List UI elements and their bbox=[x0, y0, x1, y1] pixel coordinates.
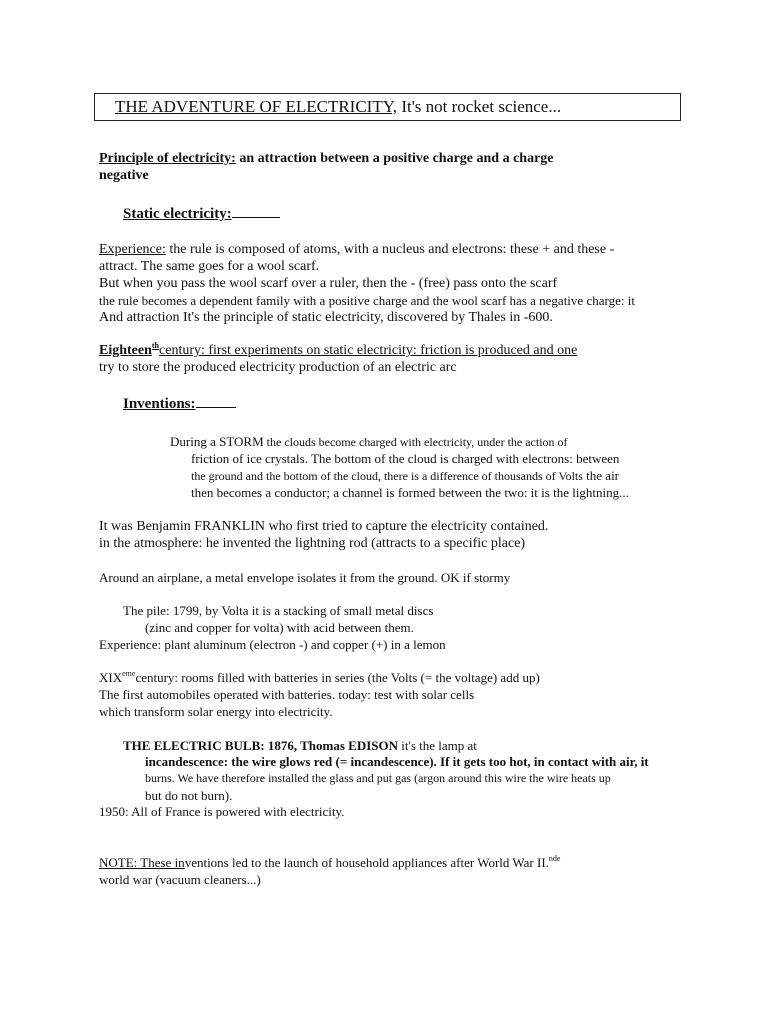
heading-underline bbox=[232, 205, 280, 218]
bulb-line-1: THE ELECTRIC BULB: 1876, Thomas EDISON it's the lamp at bbox=[123, 738, 477, 753]
inventions-heading: Inventions: bbox=[123, 395, 236, 413]
franklin-line-1: It was Benjamin FRANKLIN who first tried to capture the electricity contained. bbox=[99, 519, 549, 534]
title-box bbox=[94, 93, 681, 121]
xix-line-1: XIXemecentury: rooms filled with batteries in series (the Volts (= the voltage) add up) bbox=[99, 669, 540, 685]
title-rest: It's not rocket science... bbox=[397, 97, 562, 116]
franklin-line-2: in the atmosphere: he invented the lightning rod (attracts to a specific place) bbox=[99, 536, 526, 551]
experience-line-5: And attraction It's the principle of static electricity, discovered by Thales in -600. bbox=[99, 310, 553, 325]
principle-line-1: Principle of electricity: an attraction between a positive charge and a charge bbox=[99, 151, 554, 166]
eighteenth-line-1: Eighteen$^{th}$century: first experiments on static electricity: friction is produced and one bbox=[99, 341, 578, 358]
storm-line-1: During a STORM the clouds become charged with electricity, under the action of bbox=[170, 434, 568, 449]
principle-label: Principle of electricity: bbox=[99, 151, 236, 166]
bulb-line-4: but do not burn). bbox=[145, 788, 233, 803]
xix-line-3: which transform solar energy into electricity. bbox=[99, 704, 333, 719]
experience-line-2: attract. The same goes for a wool scarf. bbox=[99, 259, 320, 274]
note-line-2: world war (vacuum cleaners...) bbox=[99, 872, 261, 887]
document-title bbox=[115, 97, 561, 117]
note-line-1: NOTE: These inventions led to the launch of household appliances after World War II.$^{nde}$ bbox=[99, 854, 561, 870]
eighteenth-line-2: try to store the produced electricity production of an electric arc bbox=[99, 360, 457, 375]
experience-line-3: But when you pass the wool scarf over a ruler, then the - (free) pass onto the scarf bbox=[99, 276, 558, 291]
airplane-line: Around an airplane, a metal envelope isolates it from the ground. OK if stormy bbox=[99, 570, 511, 585]
storm-line-3: the ground and the bottom of the cloud, there is a difference of thousands of Volts the air bbox=[191, 468, 620, 483]
xix-line-2: The first automobiles operated with batteries. today: test with solar cells bbox=[99, 687, 475, 702]
static-heading: Static electricity: bbox=[123, 205, 280, 223]
experience-label: Experience: bbox=[99, 242, 166, 257]
note-label: NOTE: These in bbox=[99, 855, 185, 870]
bulb-line-3: burns. We have therefore installed the glass and put gas (argon around this wire the wire heats up bbox=[145, 771, 611, 785]
pile-line-1: The pile: 1799, by Volta it is a stacking of small metal discs bbox=[123, 603, 434, 618]
pile-line-2: (zinc and copper for volta) with acid between them. bbox=[145, 620, 414, 635]
experience-line-4: the rule becomes a dependent family with a positive charge and the wool scarf has a negative charge: it bbox=[99, 293, 635, 308]
pile-line-3: Experience: plant aluminum (electron -) and copper (+) in a lemon bbox=[99, 637, 446, 652]
principle-line-2: negative bbox=[99, 168, 149, 183]
bulb-line-2: incandescence: the wire glows red (= incandescence). If it gets too hot, in contact with air, it bbox=[145, 754, 649, 769]
experience-line-1: Experience: the rule is composed of atoms, with a nucleus and electrons: these + and these - bbox=[99, 242, 615, 257]
france-line: 1950: All of France is powered with electricity. bbox=[99, 804, 345, 819]
title-main: THE ADVENTURE OF ELECTRICITY, bbox=[115, 97, 398, 116]
storm-line-2: friction of ice crystals. The bottom of the cloud is charged with electrons: between bbox=[191, 451, 620, 466]
heading-underline bbox=[196, 395, 236, 408]
storm-line-4: then becomes a conductor; a channel is formed between the two: it is the lightning... bbox=[191, 485, 629, 500]
